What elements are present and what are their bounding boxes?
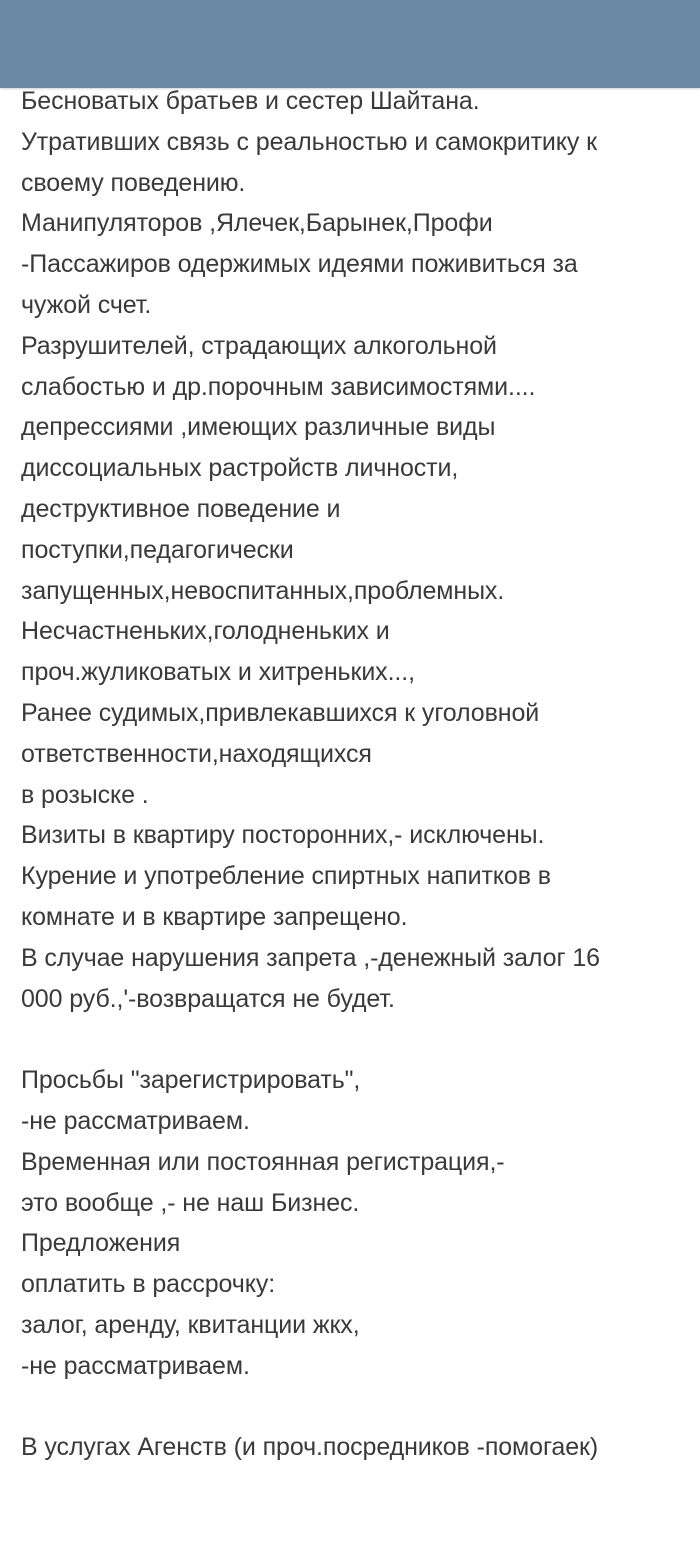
post-line: в розыске . [21, 780, 149, 809]
post-line: запущенных,невоспитанных,проблемных. [21, 576, 505, 605]
post-line: Временная или постоянная регистрация,- [21, 1147, 505, 1176]
post-line: чужой счет. [21, 290, 152, 319]
post-line: Курение и употребление спиртных напитков в [21, 862, 551, 891]
post-line: Несчастненьких,голодненьких и [21, 617, 390, 646]
post-line: оплатить в рассрочку: [21, 1270, 276, 1299]
post-line: комнате и в квартире запрещено. [21, 902, 408, 931]
post-line: поступки,педагогически [21, 535, 294, 564]
post-line [21, 1019, 691, 1060]
post-line [21, 1387, 691, 1428]
post-line: депрессиями ,имеющих различные виды [21, 413, 496, 442]
post-line: 000 руб.,'-возвращатся не будет. [21, 984, 395, 1013]
post-line: В услугах Агенств (и проч.посредников -помогаек) [21, 1433, 599, 1462]
post-line: Визиты в квартиру посторонних,- исключены. [21, 821, 545, 850]
post-line: деструктивное поведение и [21, 494, 341, 523]
post-line: Ранее судимых,привлекавшихся к уголовной [21, 698, 540, 727]
post-line: залог, аренду, квитанции жкх, [21, 1310, 360, 1339]
app-header-bar [0, 0, 700, 88]
post-line: ответственности,находящихся [21, 739, 372, 768]
post-line: диссоциальных растройств личности, [21, 454, 459, 483]
post-line: Бесноватых братьев и сестер Шайтана. [21, 87, 480, 115]
post-line: проч.жуликоватых и хитреньких..., [21, 658, 415, 687]
post-line: слабостью и др.порочным зависимостями.... [21, 372, 536, 401]
post-line: Предложения [21, 1229, 181, 1258]
post-line: Утративших связь с реальностью и самокритику к [21, 127, 598, 156]
post-line: -не рассматриваем. [21, 1351, 250, 1380]
post-line: Разрушителей, страдающих алкогольной [21, 331, 497, 360]
post-line: -Пассажиров одержимых идеями поживиться за [21, 250, 578, 279]
post-line: своему поведению. [21, 168, 246, 197]
post-line: это вообще ,- не наш Бизнес. [21, 1188, 360, 1217]
post-line: Просьбы "зарегистрировать", [21, 1066, 361, 1095]
post-line: Манипуляторов ,Ялечек,Барынек,Профи [21, 209, 493, 238]
post-line: В случае нарушения запрета ,-денежный залог 16 [21, 943, 600, 972]
post-line: -не рассматриваем. [21, 1106, 250, 1135]
post-text [21, 81, 691, 1468]
